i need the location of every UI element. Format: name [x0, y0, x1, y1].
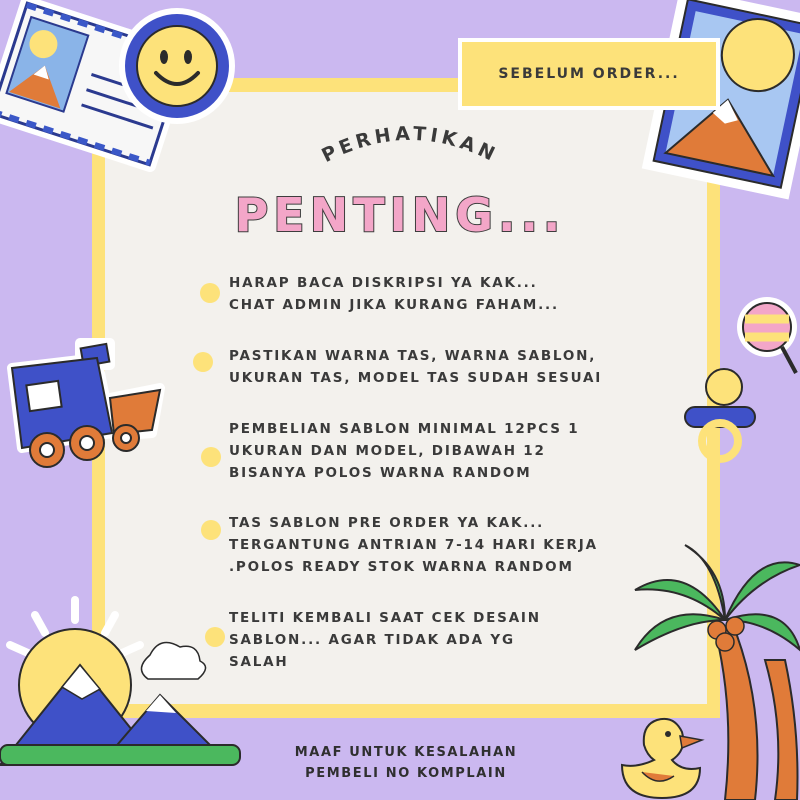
bullet-4 [201, 520, 221, 540]
arc-heading-text: PERHATIKAN [318, 122, 502, 168]
notice-item-1: HARAP BACA DISKRIPSI YA KAK... CHAT ADMIN JIKA KURANG FAHAM... [229, 275, 559, 313]
smiley-face-icon [116, 5, 238, 127]
title-wrap [0, 188, 800, 242]
svg-text:PERHATIKAN [318, 123, 501, 167]
banner-label: SEBELUM ORDER... [498, 66, 680, 82]
bullet-2 [193, 352, 213, 372]
arc-heading [290, 100, 530, 180]
notice-item-3: PEMBELIAN SABLON MINIMAL 12PCS 1 UKURAN DAN MODEL, DIBAWAH 12 BISANYA POLOS WARNA RANDOM [229, 421, 580, 481]
page-title: PENTING... [234, 188, 566, 242]
bullet-1 [200, 283, 220, 303]
footer-note: MAAF UNTUK KESALAHAN PEMBELI NO KOMPLAIN [294, 745, 518, 781]
bullet-3 [201, 447, 221, 467]
toy-train-icon [2, 338, 167, 478]
notice-item-2: PASTIKAN WARNA TAS, WARNA SABLON, UKURAN TAS, MODEL TAS SUDAH SESUAI [229, 348, 603, 386]
notice-item-5: TELITI KEMBALI SAAT CEK DESAIN SABLON... AGAR TIDAK ADA YG SALAH [229, 610, 541, 670]
pacifier-icon [680, 365, 760, 465]
notice-item-4: TAS SABLON PRE ORDER YA KAK... TERGANTUNG ANTRIAN 7-14 HARI KERJA .POLOS READY STOK WARNA RANDOM [229, 515, 598, 575]
